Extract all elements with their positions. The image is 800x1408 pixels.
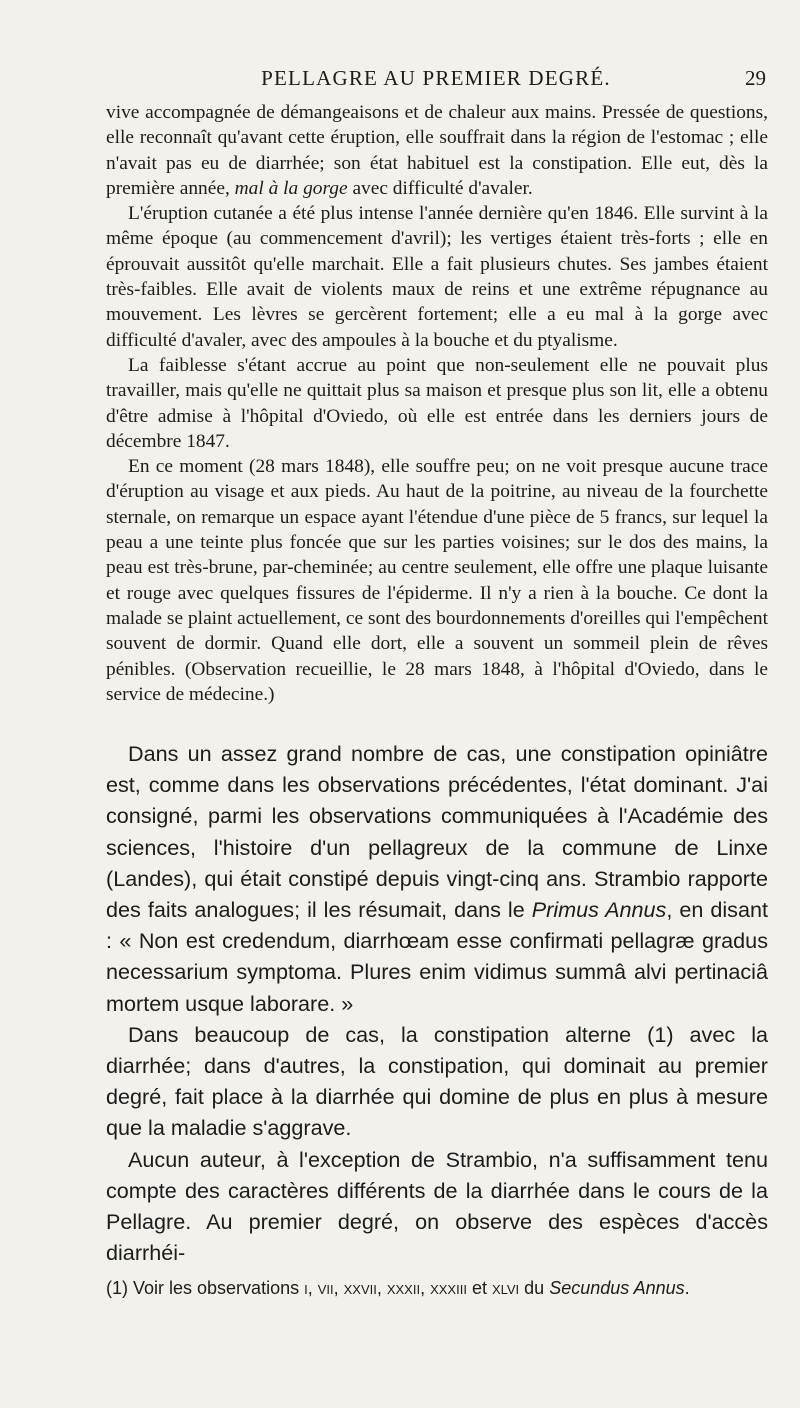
observation-paragraph [106,100,768,201]
text-run: , en disant : « Non est credendum, diarrhœam esse confirmati pellagræ gradus necessarium symptoma. Plures enim vidimus summâ alvi pertinaciâ mortem usque laborare. » [106,897,768,1016]
italic-run: Primus Annus [531,897,667,923]
body-paragraph [106,738,768,1019]
italic-run: mal à la gorge [234,177,348,199]
roman-refs: xlvi [491,1278,520,1298]
body-paragraph: Aucun auteur, à l'exception de Strambio, n'a suffisamment tenu compte des caractères différents de la diarrhée dans le cours de la Pellagre. Au premier degré, on observe des espèces d'accès diarrhéi- [106,1146,768,1266]
text-run: . [684,1278,690,1298]
main-text [106,738,768,1268]
text-run: et [466,1278,492,1298]
italic-run: Secundus Annus [549,1278,685,1298]
observation-paragraph: L'éruption cutanée a été plus intense l'année dernière qu'en 1846. Elle survint à la même époque (au commencement d'avril); les vertiges étaient très-forts ; elle en éprouvait aussitôt qu'elle marchait. Elle a fait plusieurs chutes. Ses jambes étaient très-faibles. Elle avait de violents maux de reins et une extrême répugnance au mouvement. Les lèvres se gercèrent fortement; elle a eu mal à la gorge avec difficulté d'avaler, avec des ampoules à la bouche et du ptyalisme. [106,203,768,351]
footnote [106,1276,768,1300]
observation-text [106,100,768,707]
running-head [106,66,766,90]
page-number: 29 [745,66,766,90]
text-run: vive accompagnée de démangeaisons et de chaleur aux mains. Pressée de questions, elle reconnaît qu'avant cette éruption, elle souffrait dans la région de l'estomac ; elle n'avait pas eu de diarrhée; son état habituel est la constipation. Elle eut, dès la première année, [106,102,768,199]
text-run: avec difficulté d'avaler. [347,177,533,199]
text-run: (1) Voir les observations [106,1278,305,1298]
body-paragraph: Dans beaucoup de cas, la constipation alterne (1) avec la diarrhée; dans d'autres, la constipation, qui dominait au premier degré, fait place à la diarrhée qui domine de plus en plus à mesure que la maladie s'aggrave. [106,1021,768,1141]
roman-refs: i, vii, xxvii, xxxii, xxxiii [304,1278,467,1298]
text-run: Dans un assez grand nombre de cas, une constipation opiniâtre est, comme dans les observations précédentes, l'état dominant. J'ai consigné, parmi les observations communiquées à l'Académie des sciences, l'histoire d'un pellagreux de la commune de Linxe (Landes), qui était constipé depuis vingt-cinq ans. Strambio rapporte des faits analogues; il les résumait, dans le [106,741,768,923]
text-run: du [519,1278,550,1298]
running-title: PELLAGRE AU PREMIER DEGRÉ. [261,66,611,90]
observation-paragraph: La faiblesse s'étant accrue au point que non-seulement elle ne pouvait plus travailler, mais qu'elle ne quittait plus sa maison et presque plus son lit, elle a obtenu d'être admise à l'hôpital d'Oviedo, où elle est entrée dans les derniers jours de décembre 1847. [106,354,768,452]
observation-paragraph: En ce moment (28 mars 1848), elle souffre peu; on ne voit presque aucune trace d'éruption au visage et aux pieds. Au haut de la poitrine, au niveau de la fourchette sternale, on remarque un espace ayant l'étendue d'une pièce de 5 francs, sur lequel la peau a une teinte plus foncée que sur les parties voisines; sur le dos des mains, la peau est très-brune, par-cheminée; au centre seulement, elle offre une plaque luisante et rouge avec quelques fissures de l'épiderme. Il n'y a rien à la bouche. Ce dont la malade se plaint actuellement, ce sont des bourdonnements d'oreilles qui l'empêchent souvent de dormir. Quand elle dort, elle a souvent un sommeil plein de rêves pénibles. (Observation recueillie, le 28 mars 1848, à l'hôpital d'Oviedo, dans le service de médecine.) [106,456,768,705]
